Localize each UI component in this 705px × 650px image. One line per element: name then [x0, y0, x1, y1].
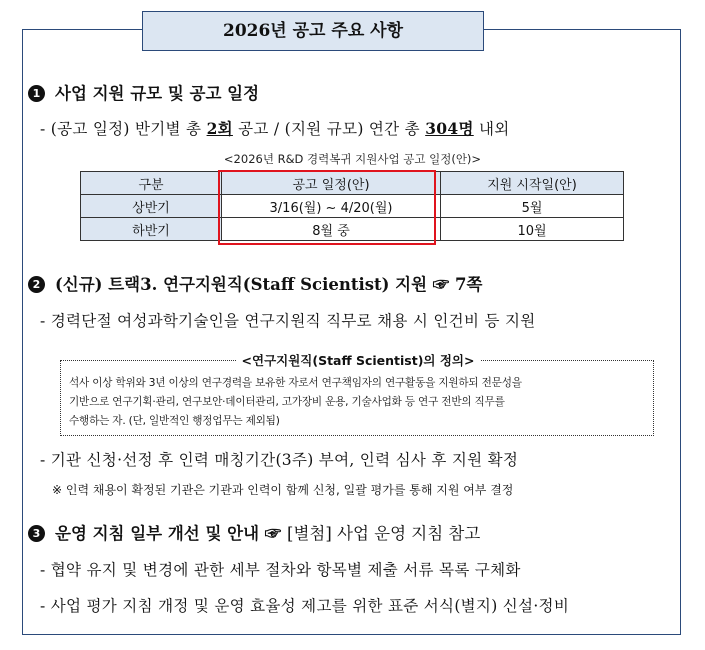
section1-heading-text: 사업 지원 규모 및 공고 일정: [55, 84, 260, 103]
table-header: 지원 시작일(안): [441, 172, 624, 195]
section3-number: 3: [28, 525, 45, 542]
s1-text-e: 내외: [473, 120, 510, 138]
s1-text-a: - (공고 일정) 반기별 총: [40, 120, 207, 138]
section2-note: ※ 인력 채용이 확정된 기관은 기관과 인력이 함께 신청, 일괄 평가를 통해 지원 여부 결정: [52, 483, 514, 497]
section2-heading-text: (신규) 트랙3. 연구지원직(Staff Scientist) 지원 ☞ 7쪽: [55, 275, 483, 294]
definition-title: <연구지원직(Staff Scientist)의 정의>: [236, 353, 481, 368]
section2-line2: - 기관 신청·선정 후 인력 매칭기간(3주) 부여, 인력 심사 후 지원 확정: [40, 451, 519, 469]
s1-text-c: 공고 / (지원 규모) 연간 총: [232, 120, 426, 138]
definition-line: 수행하는 자. (단, 일반적인 행정업무는 제외됨): [69, 415, 280, 427]
highlight-box: [218, 170, 436, 245]
section2-line1: - 경력단절 여성과학기술인을 연구지원직 직무로 채용 시 인건비 등 지원: [40, 312, 536, 330]
section1-line: [40, 117, 510, 139]
table-caption: <2026년 R&D 경력복귀 지원사업 공고 일정(안)>: [223, 152, 482, 166]
table-cell: 8월 중: [222, 218, 441, 241]
s1-count: 2회: [206, 119, 233, 138]
table-header: 공고 일정(안): [222, 172, 441, 195]
table-cell: 10월: [441, 218, 624, 241]
definition-box: [60, 353, 654, 436]
s1-people: 304명: [425, 119, 474, 138]
section2-heading: [28, 271, 482, 295]
section3-heading-ref: [별첨] 사업 운영 지침 참고: [287, 524, 481, 543]
table-cell: 상반기: [81, 195, 222, 218]
table-cell: 3/16(월) ~ 4/20(월): [222, 195, 441, 218]
page-title: 2026년 공고 주요 사항: [142, 11, 484, 51]
section2-number: 2: [28, 276, 45, 293]
table-cell: 5월: [441, 195, 624, 218]
section3-line1: - 협약 유지 및 변경에 관한 세부 절차와 항목별 제출 서류 목록 구체화: [40, 561, 521, 579]
section1-number: 1: [28, 85, 45, 102]
definition-line: 석사 이상 학위와 3년 이상의 연구경력을 보유한 자로서 연구책임자의 연구활동을 지원하되 전문성을: [69, 377, 522, 389]
section3-heading-text: 운영 지침 일부 개선 및 안내 ☞: [55, 524, 288, 543]
definition-line: 기반으로 연구기획·관리, 연구보안·데이터관리, 고가장비 운용, 기술사업화 등 연구 전반의 직무를: [69, 396, 505, 408]
table-header: 구분: [81, 172, 222, 195]
section3-heading: [28, 520, 480, 544]
table-cell: 하반기: [81, 218, 222, 241]
definition-body: [69, 374, 649, 431]
definition-title-wrap: [61, 350, 655, 369]
section1-heading: [28, 80, 259, 104]
section3-line2: - 사업 평가 지침 개정 및 운영 효율성 제고를 위한 표준 서식(별지) 신설·정비: [40, 597, 570, 615]
